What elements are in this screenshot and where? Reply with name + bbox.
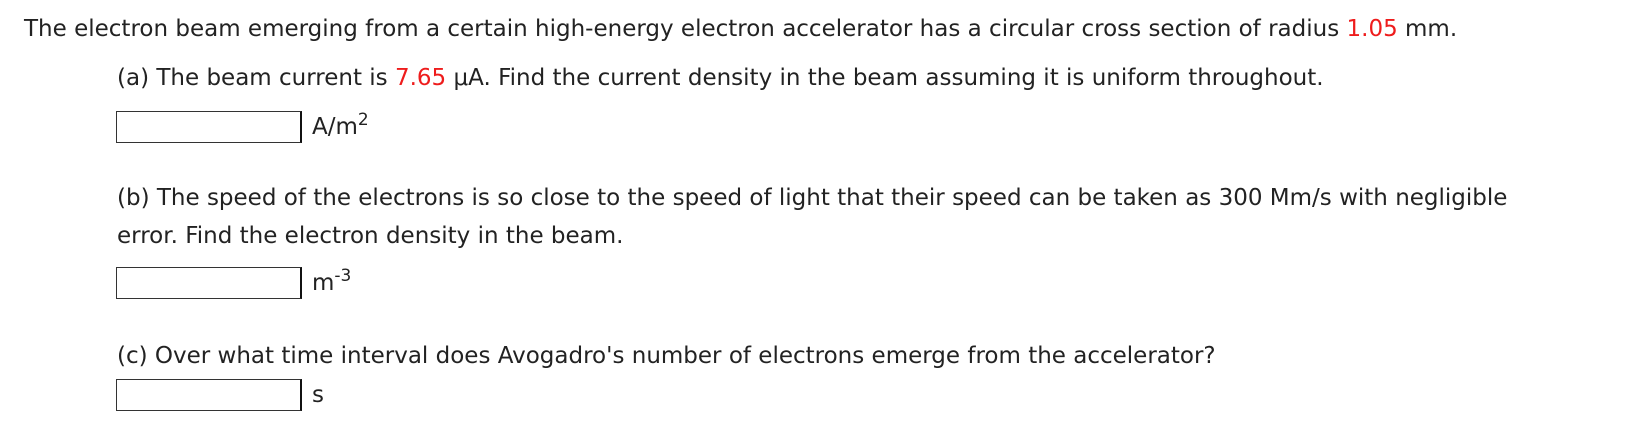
part-a-unit-base: A/m — [312, 114, 358, 140]
current-value: 7.65 — [394, 65, 447, 91]
part-b-unit — [312, 266, 352, 296]
part-b-unit-base: m — [312, 270, 335, 296]
part-a-text-after: μA. Find the current density in the beam assuming it is uniform throughout. — [446, 65, 1324, 91]
part-b-line-1: (b) The speed of the electrons is so close to the speed of light that their speed can be taken as 300 Mm/s with negligible — [117, 185, 1508, 211]
part-c-text: (c) Over what time interval does Avogadro's number of electrons emerge from the accelerator? — [117, 343, 1216, 369]
part-c-answer-input[interactable] — [116, 379, 302, 411]
intro-text-before: The electron beam emerging from a certain high-energy electron accelerator has a circular cross section of radius — [24, 16, 1347, 42]
part-b-unit-exponent: -3 — [334, 266, 352, 286]
part-a-answer-row — [116, 109, 369, 145]
part-c-answer-row — [116, 377, 324, 413]
part-a-unit — [312, 110, 369, 140]
part-a-unit-exponent: 2 — [357, 110, 369, 130]
part-b-answer-row — [116, 265, 351, 301]
part-b-answer-input[interactable] — [116, 267, 302, 299]
part-a-answer-input[interactable] — [116, 111, 302, 143]
problem-intro — [24, 14, 1457, 44]
part-c-unit — [312, 382, 324, 408]
part-b-line-2: error. Find the electron density in the beam. — [117, 223, 624, 249]
part-b-question-line-2 — [117, 221, 623, 251]
part-a-text-before: (a) The beam current is — [117, 65, 395, 91]
radius-value: 1.05 — [1346, 16, 1398, 42]
part-c-question — [117, 341, 1216, 371]
part-b-question-line-1 — [117, 183, 1507, 213]
part-c-unit-base: s — [312, 382, 324, 408]
intro-text-after: mm. — [1397, 16, 1458, 42]
part-a-question — [117, 63, 1324, 93]
